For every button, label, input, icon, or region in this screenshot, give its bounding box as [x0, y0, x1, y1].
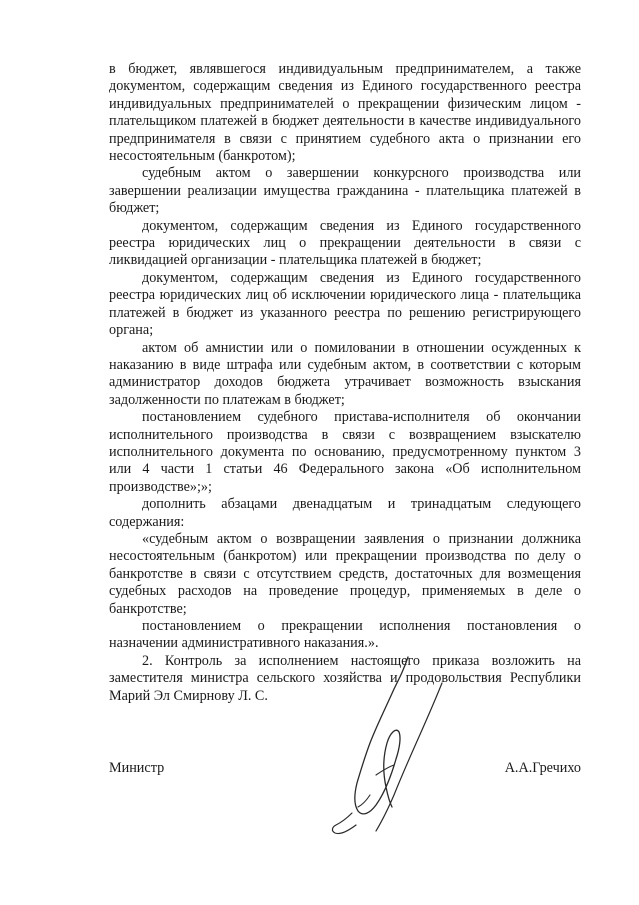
- signer-role: Министр: [109, 760, 165, 776]
- paragraph-10: 2. Контроль за исполнением настоящего приказа возложить на заместителя министра сельского хозяйства и продовольствия Республики Марий Эл Смирнову Л. С.: [109, 652, 581, 704]
- paragraph-8: «судебным актом о возвращении заявления о признании должника несостоятельным (банкротом) или прекращении производства по делу о банкротстве в связи с отсутствием средств, достаточных для возмещения судебных расходов на проведение процедур, применяемых в деле о банкротстве;: [109, 530, 581, 617]
- paragraph-3: документом, содержащим сведения из Единого государственного реестра юридических лиц о прекращении деятельности в связи с ликвидацией организации - плательщика платежей в бюджет;: [109, 217, 581, 269]
- handwritten-signature: [330, 655, 530, 855]
- paragraph-9: постановлением о прекращении исполнения постановления о назначении административного наказания.».: [109, 618, 581, 652]
- paragraph-2: судебным актом о завершении конкурсного производства или завершении реализации имущества гражданина - плательщика платежей в бюджет;: [109, 165, 581, 217]
- paragraph-6: постановлением судебного пристава-исполнителя об окончании исполнительного производства в связи с возвращением взыскателю исполнительного документа по основанию, предусмотренному пунктом 3 или 4 части 1 статьи 46 Федерального закона «Об исполнительном производстве»;»;: [109, 409, 581, 495]
- paragraph-1: в бюджет, являвшегося индивидуальным предпринимателем, а также документом, содержащим сведения из Единого государственного реестра индивидуальных предпринимателей о прекращении физическим лицом - плательщиком платежей в бюджет деятельности в качестве индивидуального предпринимателя в связи с принятием судебного акта о признании его несостоятельным (банкротом);: [109, 61, 581, 165]
- paragraph-5: актом об амнистии или о помиловании в отношении осужденных к наказанию в виде штрафа или судебным актом, в соответствии с которым администратор доходов бюджета утрачивает возможность взыскания задолженности по платежам в бюджет;: [109, 339, 581, 408]
- signer-name: А.А.Гречихо: [504, 760, 581, 776]
- document-body: [109, 61, 581, 705]
- paragraph-7: дополнить абзацами двенадцатым и тринадцатым следующего содержания:: [109, 496, 581, 530]
- paragraph-4: документом, содержащим сведения из Единого государственного реестра юридических лиц об исключении юридического лица - плательщика платежей в бюджет из указанного реестра по решению регистрирующего органа;: [109, 269, 581, 339]
